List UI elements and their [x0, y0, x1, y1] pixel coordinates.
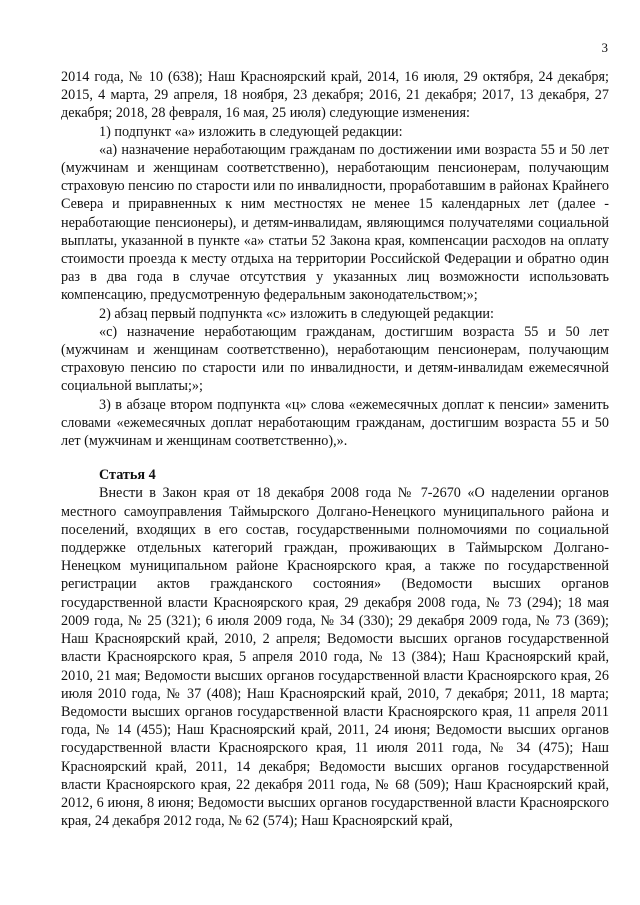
paragraph-item-1: 1) подпункт «а» изложить в следующей редакции:: [99, 123, 403, 140]
paragraph-subitem-a: «а) назначение неработающим гражданам по достижении ими возраста 55 и 50 лет (мужчинам и женщинам соответственно), неработающим пенсионерам, получающим страховую пенсию по старости или по инвалидности, проработавшим в районах Крайнего Севера и приравненных к ним местностях не менее 15 календарных лет (далее - неработающие пенсионеры), и детям-инвалидам, являющимся получателями социальной выплаты, указанной в пункте «а» статьи 52 Закона края, компенсации расходов на оплату стоимости проезда к месту отдыха на территории Российской Федерации и обратно один раз в два года в случае отсутствия у указанных лиц возможности использовать компенсацию, предусмотренную федеральным законодательством;»;: [61, 141, 609, 304]
paragraph-item-2: 2) абзац первый подпункта «с» изложить в следующей редакции:: [99, 305, 494, 322]
paragraph-continuation: 2014 года, № 10 (638); Наш Красноярский край, 2014, 16 июля, 29 октября, 24 декабря; 2015, 4 марта, 29 апреля, 18 ноября, 23 декабря; 2016, 21 декабря; 2017, 13 декабря, 27 декабря; 2018, 28 февраля, 16 мая, 25 июля) следующие изменения:: [61, 69, 609, 122]
document-body: [61, 68, 609, 830]
article-heading: Статья 4: [99, 467, 156, 484]
paragraph-item-3: 3) в абзаце втором подпункта «ц» слова «ежемесячных доплат к пенсии» заменить словами «ежемесячных доплат неработающим гражданам, достигшим возраста 55 и 50 лет (мужчинам и женщинам соответственно),».: [61, 396, 609, 450]
paragraph-subitem-c: «с) назначение неработающим гражданам, достигшим возраста 55 и 50 лет (мужчинам и женщинам соответственно), неработающим пенсионерам, получающим страховую пенсию по старости или по инвалидности, и детям-инвалидам ежемесячной социальной выплаты;»;: [61, 323, 609, 395]
section-gap: [61, 450, 609, 466]
paragraph-article-4-body: Внести в Закон края от 18 декабря 2008 года № 7-2670 «О наделении органов местного самоуправления Таймырского Долгано-Ненецкого муниципального района и поселений, входящих в его состав, государственными полномочиями по социальной поддержке отдельных категорий граждан, проживающих в Таймырском Долгано-Ненецком муниципальном районе Красноярского края, а также по государственной регистрации актов гражданского состояния» (Ведомости высших органов государственной власти Красноярского края, 29 декабря 2008 года, № 73 (294); 18 мая 2009 года, № 25 (321); 6 июля 2009 года, № 34 (330); 29 декабря 2009 года, № 73 (369); Наш Красноярский край, 2010, 2 апреля; Ведомости высших органов государственной власти Красноярского края, 5 апреля 2010 года, № 13 (384); Наш Красноярский край, 2010, 21 мая; Ведомости высших органов государственной власти Красноярского края, 26 июля 2010 года, № 37 (408); Наш Красноярский край, 2010, 7 декабря; 2011, 18 марта; Ведомости высших органов государственной власти Красноярского края, 11 апреля 2011 года, № 14 (455); Наш Красноярский край, 2011, 24 июня; Ведомости высших органов государственной власти Красноярского края, 11 июля 2011 года, № 34 (475); Наш Красноярский край, 2011, 14 декабря; Ведомости высших органов государственной власти Красноярского края, 22 декабря 2011 года, № 68 (509); Наш Красноярский край, 2012, 6 июня, 8 июня; Ведомости высших органов государственной власти Красноярского края, 24 декабря 2012 года, № 62 (574); Наш Красноярский край,: [61, 485, 609, 830]
page-number: 3: [601, 40, 608, 55]
